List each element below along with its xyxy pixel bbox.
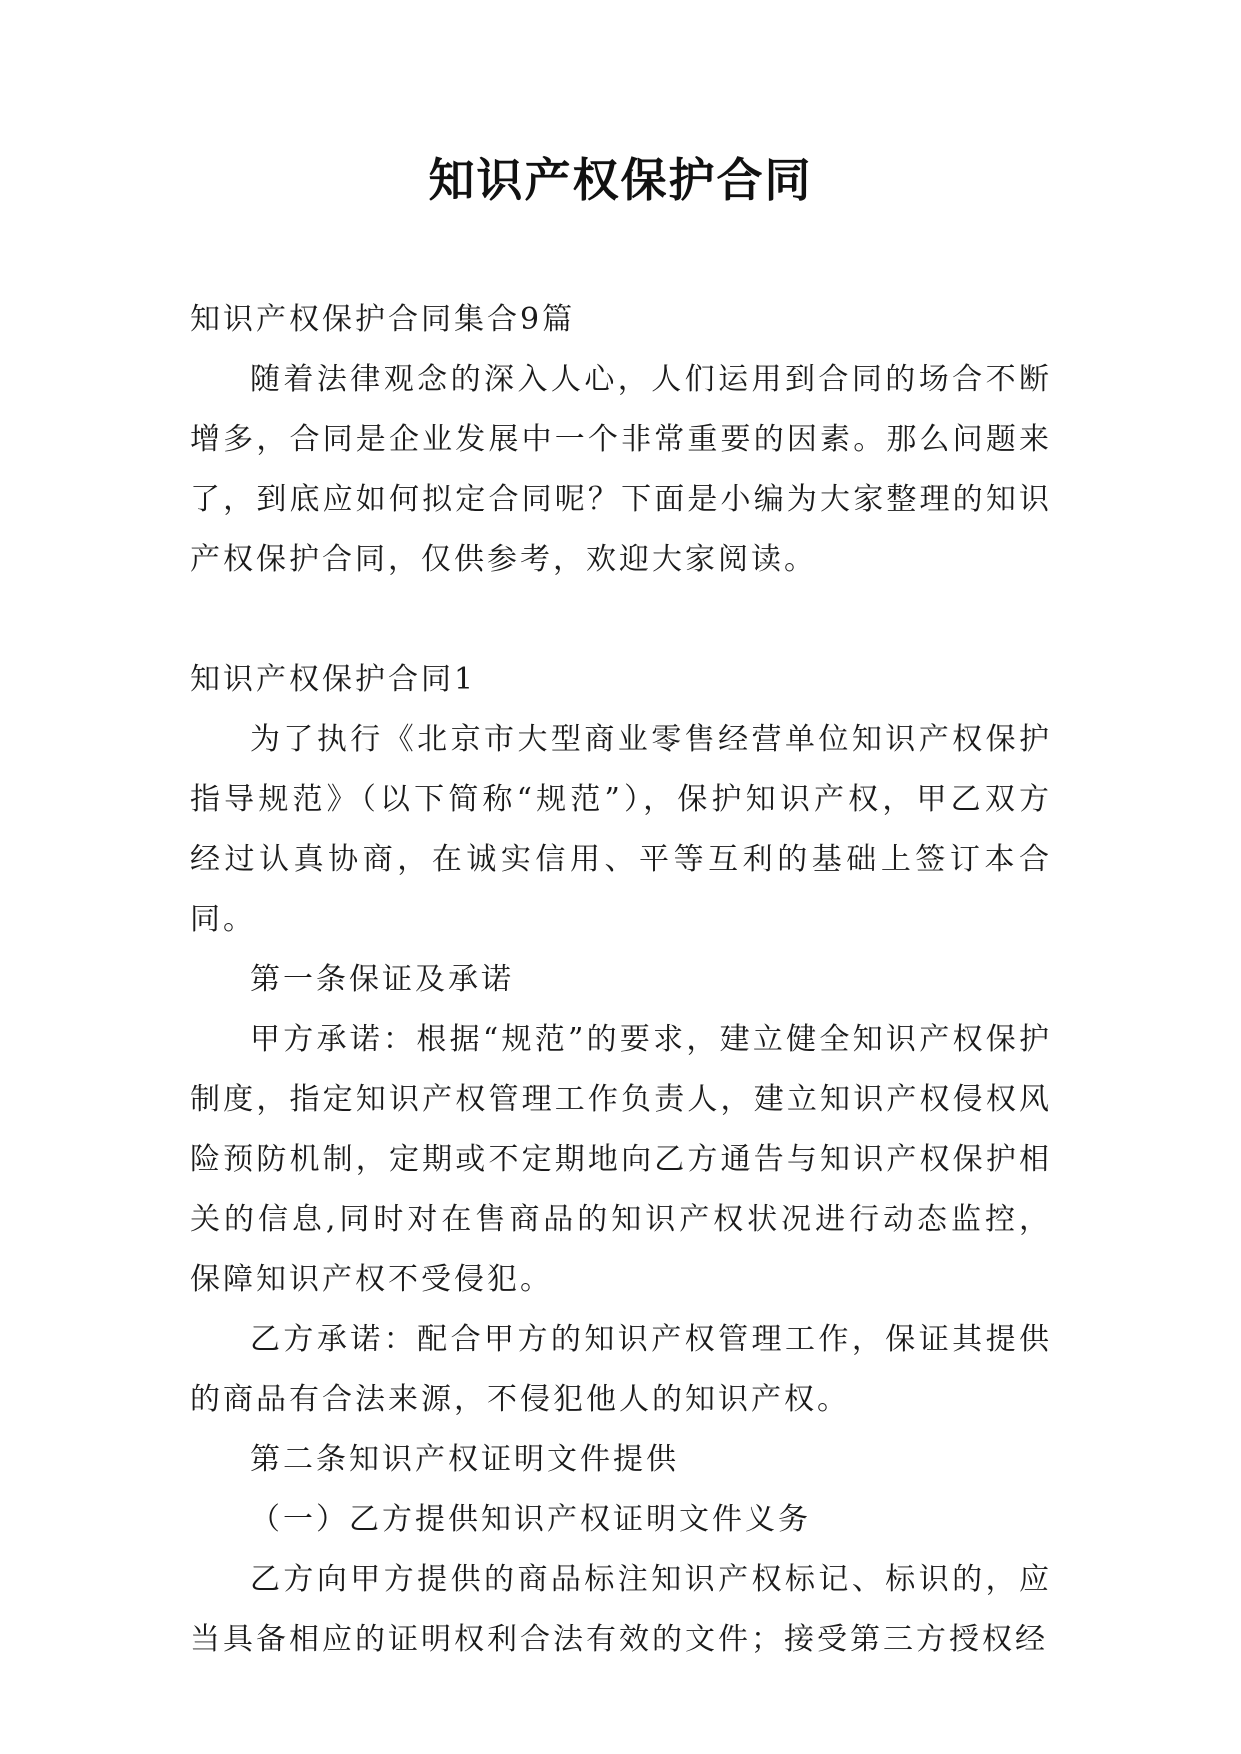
sub-clause-text: 乙方向甲方提供的商品标注知识产权标记、标识的，应当具备相应的证明权利合法有效的文件；接受第三方授权经 <box>190 1562 1052 1657</box>
sub-clause-heading: （一）乙方提供知识产权证明文件义务 <box>250 1502 811 1537</box>
article-heading: 第一条保证及承诺 <box>250 962 514 997</box>
article-heading: 第二条知识产权证明文件提供 <box>250 1442 679 1477</box>
party-a-commitment: 甲方承诺：根据“规范”的要求，建立健全知识产权保护制度，指定知识产权管理工作负责人，建立知识产权侵权风险预防机制，定期或不定期地向乙方通告与知识产权保护相关的信息,同时对在售商品的知识产权状况进行动态监控，保障知识产权不受侵犯。 <box>190 1022 1052 1297</box>
collection-subtitle: 知识产权保护合同集合9篇 <box>190 302 576 337</box>
document-body <box>190 290 1052 1670</box>
paragraph-spacer <box>190 590 1052 650</box>
section-heading: 知识产权保护合同1 <box>190 662 477 697</box>
document-title: 知识产权保护合同 <box>428 153 813 207</box>
party-b-commitment: 乙方承诺：配合甲方的知识产权管理工作，保证其提供的商品有合法来源，不侵犯他人的知识产权。 <box>190 1322 1052 1417</box>
contract-preamble: 为了执行《北京市大型商业零售经营单位知识产权保护指导规范》（以下简称“规范”），保护知识产权，甲乙双方经过认真协商，在诚实信用、平等互利的基础上签订本合同。 <box>190 722 1052 937</box>
intro-paragraph: 随着法律观念的深入人心，人们运用到合同的场合不断增多，合同是企业发展中一个非常重要的因素。那么问题来了，到底应如何拟定合同呢？下面是小编为大家整理的知识产权保护合同，仅供参考，欢迎大家阅读。 <box>190 362 1052 577</box>
